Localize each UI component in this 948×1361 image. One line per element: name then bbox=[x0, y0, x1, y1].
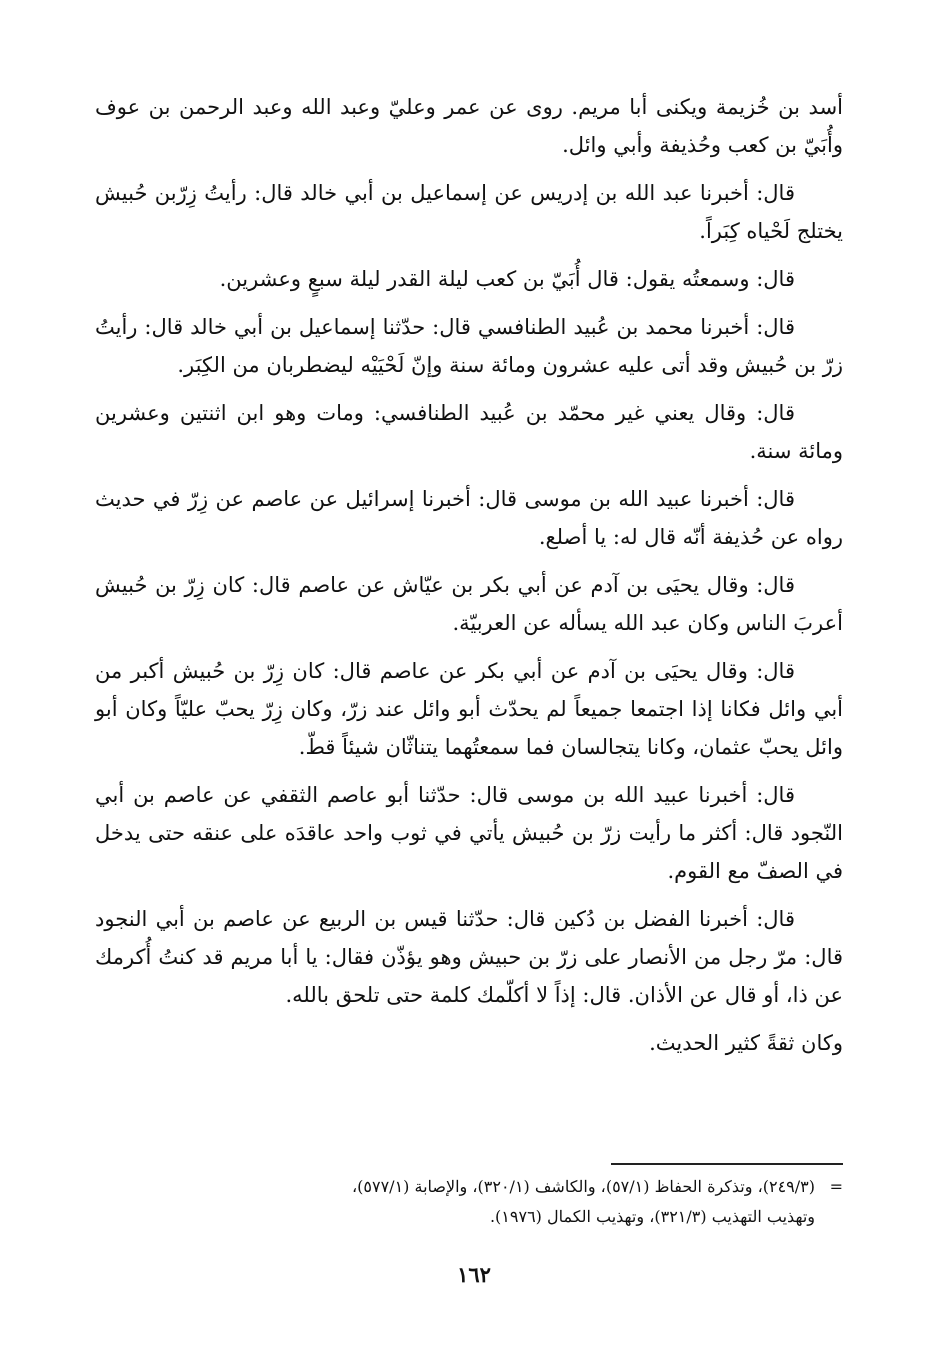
footnotes bbox=[95, 1172, 843, 1232]
footnote-divider bbox=[611, 1163, 843, 1165]
paragraph-closing: وكان ثقةً كثير الحديث. bbox=[649, 1031, 843, 1055]
footnote-line-1 bbox=[95, 1172, 843, 1202]
paragraph-7: قال: وقال يحيَى بن آدم عن أبي بكر بن عيّاش عن عاصم قال: كان زِرّ بن حُبيش أعربَ الناس وكان عبد الله يسأله عن العربيّة. bbox=[95, 573, 843, 635]
paragraph-3: قال: وسمعتُه يقول: قال أُبَيّ بن كعب ليلة القدر ليلة سبعٍ وعشرين. bbox=[219, 267, 795, 291]
paragraph-6: قال: أخبرنا عبيد الله بن موسى قال: أخبرنا إسرائيل عن عاصم عن زِرّ في حديث رواه عن حُذيفة أنّه قال له: يا أصلع. bbox=[95, 487, 843, 549]
paragraph-5: قال: وقال يعني غير محمّد بن عُبيد الطنافسي: ومات وهو ابن اثنتين وعشرين ومائة سنة. bbox=[95, 401, 843, 463]
paragraph-2: قال: أخبرنا عبد الله بن إدريس عن إسماعيل بن أبي خالد قال: رأيتُ زِرّبن حُبيش يختلج لَحْياه كِبَراً. bbox=[95, 181, 843, 243]
paragraph-intro: أسد بن خُزيمة ويكنى أبا مريم. روى عن عمر وعليّ وعبد الله وعبد الرحمن بن عوف وأُبَيّ بن كعب وحُذيفة وأبي وائل. bbox=[95, 95, 843, 157]
paragraph-10: قال: أخبرنا الفضل بن دُكين قال: حدّثنا قيس بن الربيع عن عاصم بن أبي النجود قال: مرّ رجل من الأنصار على زرّ بن حبيش وهو يؤذّن فقال: يا أبا مريم قد كنتُ أُكرمك عن ذا، أو قال عن الأذان. قال: إذاً لا أكلّمك كلمة حتى تلحق بالله. bbox=[95, 907, 843, 1007]
page-number: ١٦٢ bbox=[457, 1262, 491, 1287]
footnote-text-2: وتهذيب التهذيب (٣٢١/٣)، وتهذيب الكمال (١٩٧٦). bbox=[489, 1207, 815, 1226]
footnote-continuation-mark: = bbox=[829, 1177, 843, 1196]
footnote-line-2 bbox=[95, 1202, 843, 1232]
paragraph-4: قال: أخبرنا محمد بن عُبيد الطنافسي قال: حدّثنا إسماعيل بن أبي خالد قال: رأيتُ زرّ بن حُبيش وقد أتى عليه عشرون ومائة سنة وإنّ لَحْيَيْه ليضطربان من الكِبَر. bbox=[95, 315, 843, 377]
footnote-text-1: (٢٤٩/٣)، وتذكرة الحفاظ (٥٧/١)، والكاشف (٣٢٠/١)، والإصابة (٥٧٧/١)، bbox=[351, 1177, 815, 1196]
page-body bbox=[95, 88, 843, 1072]
paragraph-9: قال: أخبرنا عبيد الله بن موسى قال: حدّثنا أبو عاصم الثقفي عن عاصم بن أبي النّجود قال: أكثر ما رأيت زرّ بن حُبيش يأتي في ثوب واحد عاقدَه على عنقه حتى يدخل في الصفّ مع القوم. bbox=[95, 783, 843, 883]
paragraph-8: قال: وقال يحيَى بن آدم عن أبي بكر عن عاصم قال: كان زِرّ بن حُبيش أكبر من أبي وائل فكانا إذا اجتمعا جميعاً لم يحدّث أبو وائل عند زرّ، وكان زِرّ يحبّ عليّاً وكان أبو وائل يحبّ عثمان، وكانا يتجالسان فما سمعتُهما يتناثّان شيئاً قطّ. bbox=[95, 659, 843, 759]
footnote-spacer bbox=[829, 1202, 843, 1232]
